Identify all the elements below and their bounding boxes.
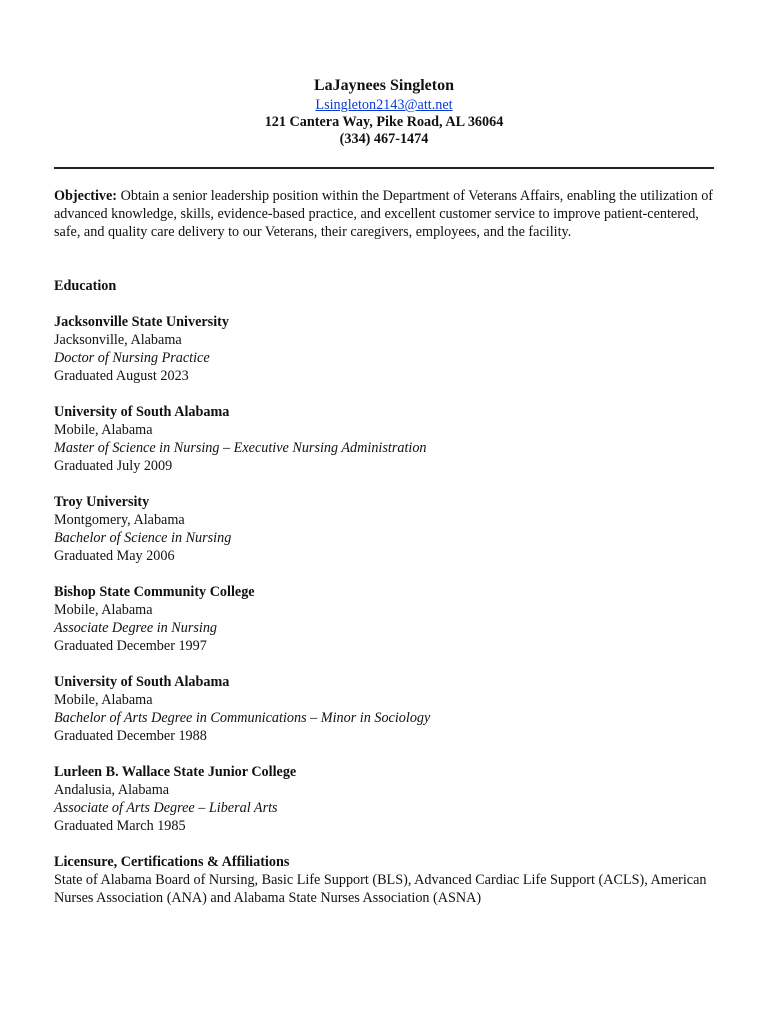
graduation-date: Graduated July 2009 (54, 458, 173, 474)
school-name: University of South Alabama (54, 674, 230, 690)
objective-paragraph (54, 187, 714, 241)
school-location: Andalusia, Alabama (54, 782, 170, 798)
degree: Bachelor of Science in Nursing (54, 530, 232, 546)
education-entry (54, 313, 714, 385)
address: 121 Cantera Way, Pike Road, AL 36064 (264, 114, 504, 130)
licensure-heading: Licensure, Certifications & Affiliations (54, 854, 290, 870)
degree: Bachelor of Arts Degree in Communications – Minor in Sociology (54, 710, 431, 726)
education-entry (54, 763, 714, 835)
objective-text: Obtain a senior leadership position within the Department of Veterans Affairs, enabling the utilization of advanced knowledge, skills, evidence-based practice, and excellent customer service to improve patient-centered, safe, and quality care delivery to our Veterans, their caregivers, employees, and the facility. (54, 188, 714, 240)
resume-header (0, 76, 768, 148)
email-link[interactable]: Lsingleton2143@att.net (315, 97, 453, 113)
graduation-date: Graduated December 1988 (54, 728, 207, 744)
degree: Doctor of Nursing Practice (54, 350, 210, 366)
applicant-name: LaJaynees Singleton (313, 77, 454, 94)
licensure-text: State of Alabama Board of Nursing, Basic Life Support (BLS), Advanced Cardiac Life Support (ACLS), American Nurses Association (ANA) and Alabama State Nurses Association (ASNA) (54, 872, 707, 906)
school-name: University of South Alabama (54, 404, 230, 420)
graduation-date: Graduated March 1985 (54, 818, 186, 834)
phone-number: (334) 467-1474 (339, 131, 429, 147)
school-location: Mobile, Alabama (54, 602, 153, 618)
school-location: Jacksonville, Alabama (54, 332, 182, 348)
graduation-date: Graduated August 2023 (54, 368, 189, 384)
graduation-date: Graduated May 2006 (54, 548, 175, 564)
school-name: Troy University (54, 494, 150, 510)
education-entry (54, 493, 714, 565)
school-name: Bishop State Community College (54, 584, 255, 600)
education-entry (54, 583, 714, 655)
objective-label: Objective: (54, 188, 118, 204)
degree: Associate Degree in Nursing (54, 620, 218, 636)
school-name: Jacksonville State University (54, 314, 229, 330)
graduation-date: Graduated December 1997 (54, 638, 207, 654)
school-location: Montgomery, Alabama (54, 512, 185, 528)
school-location: Mobile, Alabama (54, 692, 153, 708)
school-name: Lurleen B. Wallace State Junior College (54, 764, 297, 780)
school-location: Mobile, Alabama (54, 422, 153, 438)
degree: Master of Science in Nursing – Executive Nursing Administration (54, 440, 427, 456)
resume-body (54, 187, 714, 907)
degree: Associate of Arts Degree – Liberal Arts (54, 800, 278, 816)
education-entry (54, 673, 714, 745)
education-heading: Education (54, 278, 117, 294)
header-divider (54, 167, 714, 169)
education-entry (54, 403, 714, 475)
